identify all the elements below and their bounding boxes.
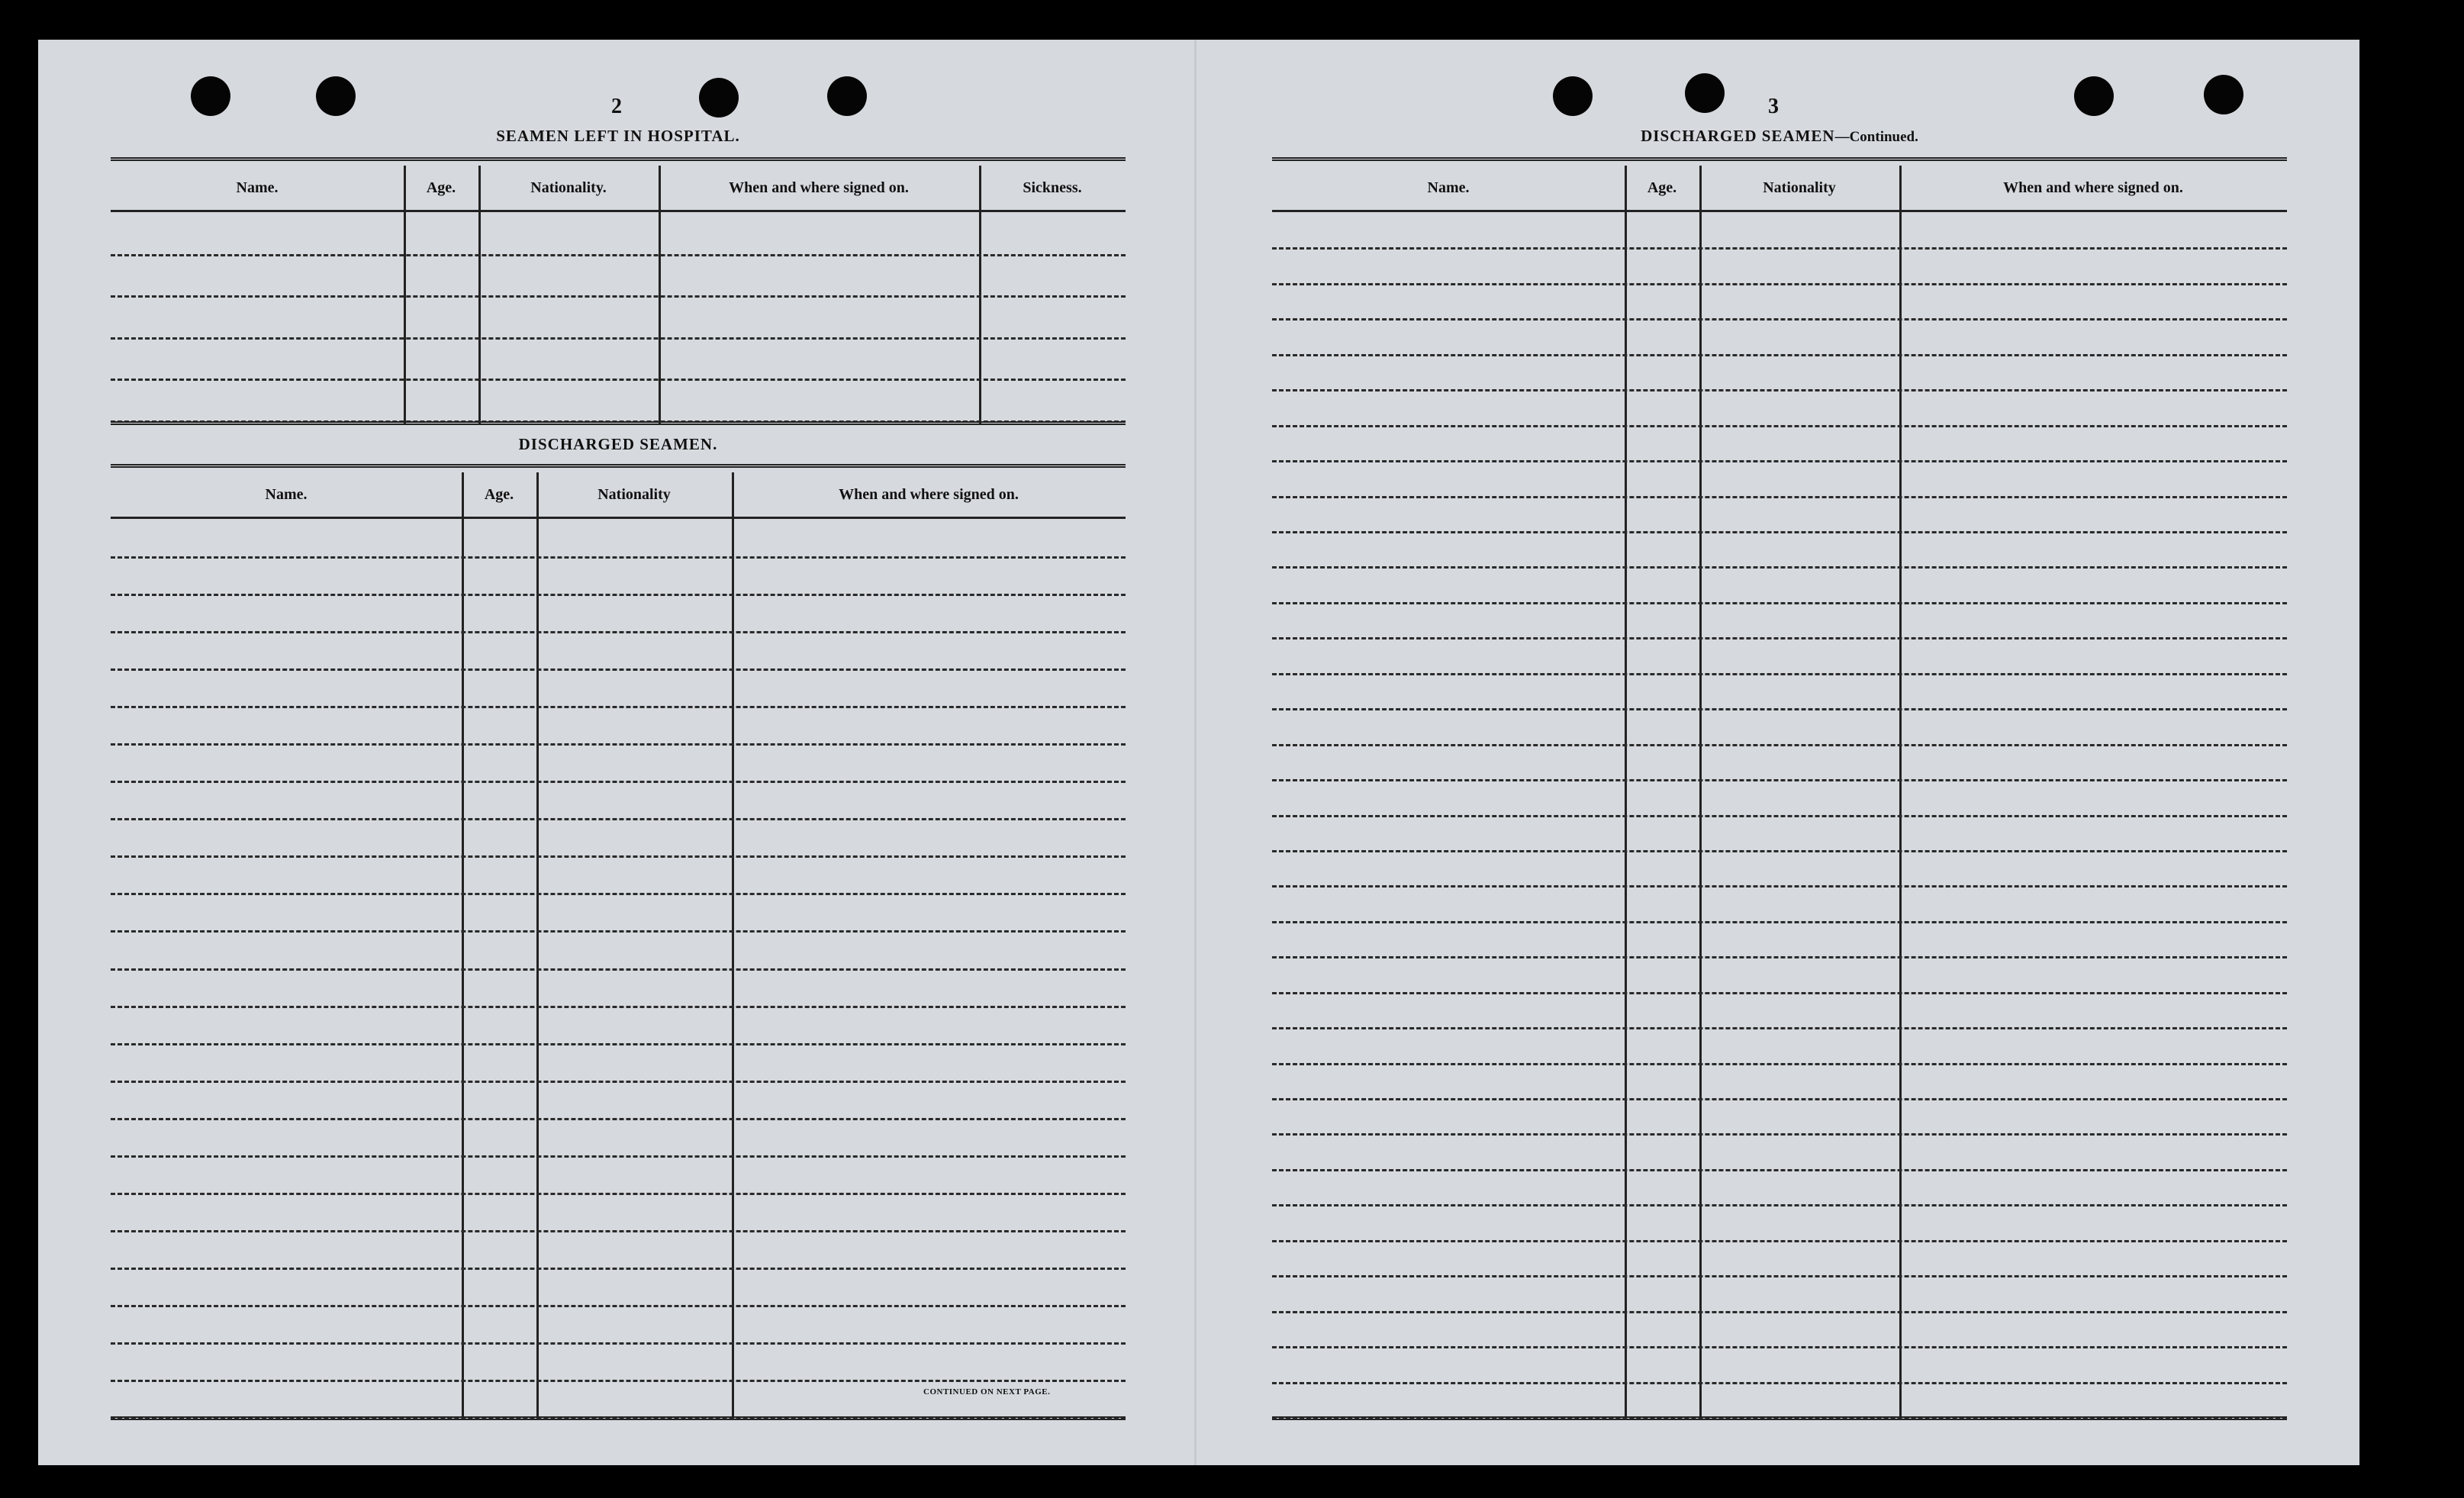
table-row (1272, 425, 2287, 427)
punch-hole (191, 76, 230, 116)
right-page-number: 3 (1768, 95, 1779, 118)
discharged-col-signed-on: When and where signed on. (839, 485, 1019, 503)
discharged-continued-table-header (1272, 166, 2287, 212)
table-row (111, 1230, 1126, 1232)
table-row (1272, 318, 2287, 321)
document-sheet (38, 40, 2359, 1465)
discharged-table-bottom-rule (111, 1416, 1126, 1420)
continued-table-bottom-rule (1272, 1416, 2287, 1420)
table-row (111, 337, 1126, 340)
continued-section-title (1272, 127, 2287, 146)
discharged-continued-table (1272, 157, 2287, 1420)
table-row (111, 631, 1126, 633)
table-row (1272, 956, 2287, 958)
table-row (1272, 1311, 2287, 1313)
hospital-col-age: Age. (426, 179, 456, 196)
punch-hole (827, 76, 867, 116)
table-row (111, 379, 1126, 381)
table-row (1272, 566, 2287, 569)
discharged-table-header (111, 472, 1126, 519)
table-row (1272, 1275, 2287, 1277)
hospital-table-bottom-rule (111, 421, 1126, 425)
table-row (111, 855, 1126, 858)
punch-hole (699, 78, 739, 118)
continued-title-main: DISCHARGED SEAMEN (1641, 127, 1835, 145)
table-row (111, 556, 1126, 559)
table-row (111, 706, 1126, 708)
table-row (1272, 602, 2287, 604)
continued-col-signed-on: When and where signed on. (2003, 179, 2183, 196)
table-row (1272, 779, 2287, 781)
page-fold (1194, 40, 1197, 1465)
continued-col-name: Name. (1427, 179, 1470, 196)
table-row (111, 1305, 1126, 1307)
table-row (111, 668, 1126, 671)
table-row (111, 1081, 1126, 1083)
continued-title-suffix: —Continued. (1834, 129, 1918, 145)
table-row (1272, 815, 2287, 817)
table-row (1272, 1382, 2287, 1384)
table-row (1272, 885, 2287, 888)
table-row (1272, 1204, 2287, 1206)
table-row (111, 1118, 1126, 1120)
table-row (111, 781, 1126, 783)
table-row (1272, 921, 2287, 923)
hospital-section-title: SEAMEN LEFT IN HOSPITAL. (496, 127, 740, 145)
continued-col-age: Age. (1647, 179, 1677, 196)
discharged-col-name: Name. (265, 485, 308, 503)
table-row (1272, 744, 2287, 746)
punch-hole (1553, 76, 1593, 116)
table-row (1272, 1098, 2287, 1100)
table-row (1272, 1169, 2287, 1171)
table-row (1272, 673, 2287, 675)
table-row (1272, 283, 2287, 285)
hospital-table (111, 157, 1126, 425)
table-row (1272, 992, 2287, 994)
table-row (1272, 1027, 2287, 1029)
left-page-number: 2 (611, 95, 622, 118)
table-row (111, 743, 1126, 746)
punch-hole (2204, 75, 2243, 114)
table-row (1272, 850, 2287, 852)
punch-hole (316, 76, 356, 116)
table-row (111, 594, 1126, 596)
table-row (1272, 247, 2287, 250)
table-row (111, 968, 1126, 971)
table-row (111, 930, 1126, 933)
discharged-col-age: Age. (484, 485, 514, 503)
table-row (111, 295, 1126, 298)
table-row (1272, 637, 2287, 639)
discharged-col-nationality: Nationality (597, 485, 671, 503)
hospital-col-name: Name. (236, 179, 279, 196)
continued-note: CONTINUED ON NEXT PAGE. (923, 1387, 1051, 1397)
column-divider (732, 472, 734, 1420)
punch-hole (1685, 73, 1725, 113)
table-row (111, 254, 1126, 256)
column-divider (462, 472, 464, 1420)
table-row (1272, 708, 2287, 710)
table-row (111, 1268, 1126, 1270)
hospital-col-sickness: Sickness. (1023, 179, 1082, 196)
table-row (1272, 531, 2287, 533)
table-row (1272, 1063, 2287, 1065)
table-row (1272, 354, 2287, 356)
hospital-table-header (111, 166, 1126, 212)
hospital-col-nationality: Nationality. (530, 179, 607, 196)
table-row (1272, 1240, 2287, 1242)
table-row (111, 893, 1126, 895)
table-row (1272, 460, 2287, 462)
table-row (1272, 1346, 2287, 1348)
table-row (111, 1193, 1126, 1195)
hospital-col-signed-on: When and where signed on. (729, 179, 909, 196)
table-row (111, 1380, 1126, 1382)
continued-col-nationality: Nationality (1763, 179, 1836, 196)
table-row (111, 1006, 1126, 1008)
table-row (111, 1342, 1126, 1345)
table-row (1272, 1133, 2287, 1136)
table-row (1272, 389, 2287, 391)
discharged-section-title: DISCHARGED SEAMEN. (518, 435, 718, 453)
column-divider (536, 472, 539, 1420)
table-row (111, 1155, 1126, 1158)
table-row (111, 1043, 1126, 1045)
punch-hole (2074, 76, 2114, 116)
table-row (111, 818, 1126, 820)
table-row (1272, 496, 2287, 498)
discharged-table (111, 464, 1126, 1420)
